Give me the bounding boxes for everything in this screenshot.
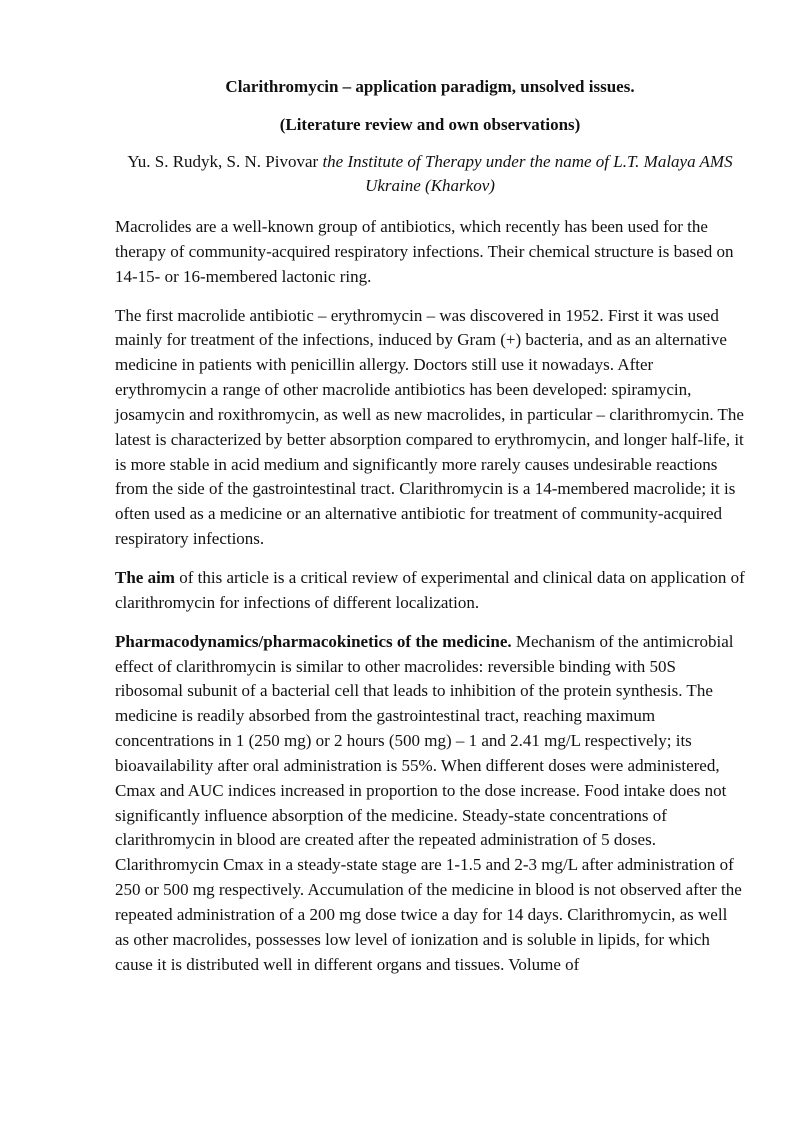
document-page (115, 72, 745, 977)
author-names: Yu. S. Rudyk, S. N. Pivovar (127, 152, 319, 171)
pharmacology-heading: Pharmacodynamics/pharmacokinetics of the medicine. (115, 631, 512, 651)
author-affiliation: the Institute of Therapy under the name of L.T. Malaya AMS Ukraine (Kharkov) (322, 152, 733, 195)
paragraph-pharmacology (115, 630, 745, 978)
pharmacology-text: Mechanism of the antimicrobial effect of clarithromycin is similar to other macrolides: reversible binding with 50S ribosomal subunit of a bacterial cell that leads to inhibition of the protein synthesis. The medicine is readily absorbed from the gastrointestinal tract, reaching maximum concentrations in 1 (250 mg) or 2 hours (500 mg) – 1 and 2.41 mg/L respectively; its bioavailability after oral administration is 55%. When different doses were administered, Cmax and AUC indices increased in proportion to the dose increase. Food intake does not significantly influence absorption of the medicine. Steady-state concentrations of clarithromycin in blood are created after the repeated administration of 5 doses. Clarithromycin Cmax in a steady-state stage are 1-1.5 and 2-3 mg/L after administration of 250 or 500 mg respectively. Accumulation of the medicine in blood is not observed after the repeated administration of a 200 mg dose twice a day for 14 days. Clarithromycin, as well as other macrolides, possesses low level of ionization and is soluble in lipids, for which cause it is distributed well in different organs and tissues. Volume of (115, 631, 742, 974)
aim-lead: The aim (115, 567, 175, 587)
aim-text: of this article is a critical review of experimental and clinical data on application of clarithromycin for infections of different localization. (115, 567, 745, 612)
article-subtitle: (Literature review and own observations) (279, 115, 581, 134)
article-title: Clarithromycin – application paradigm, unsolved issues. (225, 77, 635, 96)
paragraph-intro: Macrolides are a well-known group of antibiotics, which recently has been used for the therapy of community-acquired respiratory infections. Their chemical structure is based on 14-15- or 16-membered lactonic ring. (115, 217, 734, 286)
paragraph-aim (115, 566, 745, 616)
author-line (115, 150, 745, 198)
paragraph-history: The first macrolide antibiotic – erythromycin – was discovered in 1952. First it was used mainly for treatment of the infections, induced by Gram (+) bacteria, and as an alternative medicine in patients with penicillin allergy. Doctors still use it nowadays. After erythromycin a range of other macrolide antibiotics has been developed: spiramycin, josamycin and roxithromycin, as well as new macrolides, in particular – clarithromycin. The latest is characterized by better absorption compared to erythromycin, and longer half-life, it is more stable in acid medium and significantly more rarely causes undesirable reactions from the side of the gastrointestinal tract. Clarithromycin is a 14-membered macrolide; it is often used as a medicine or an alternative antibiotic for treatment of community-acquired respiratory infections. (115, 305, 744, 549)
